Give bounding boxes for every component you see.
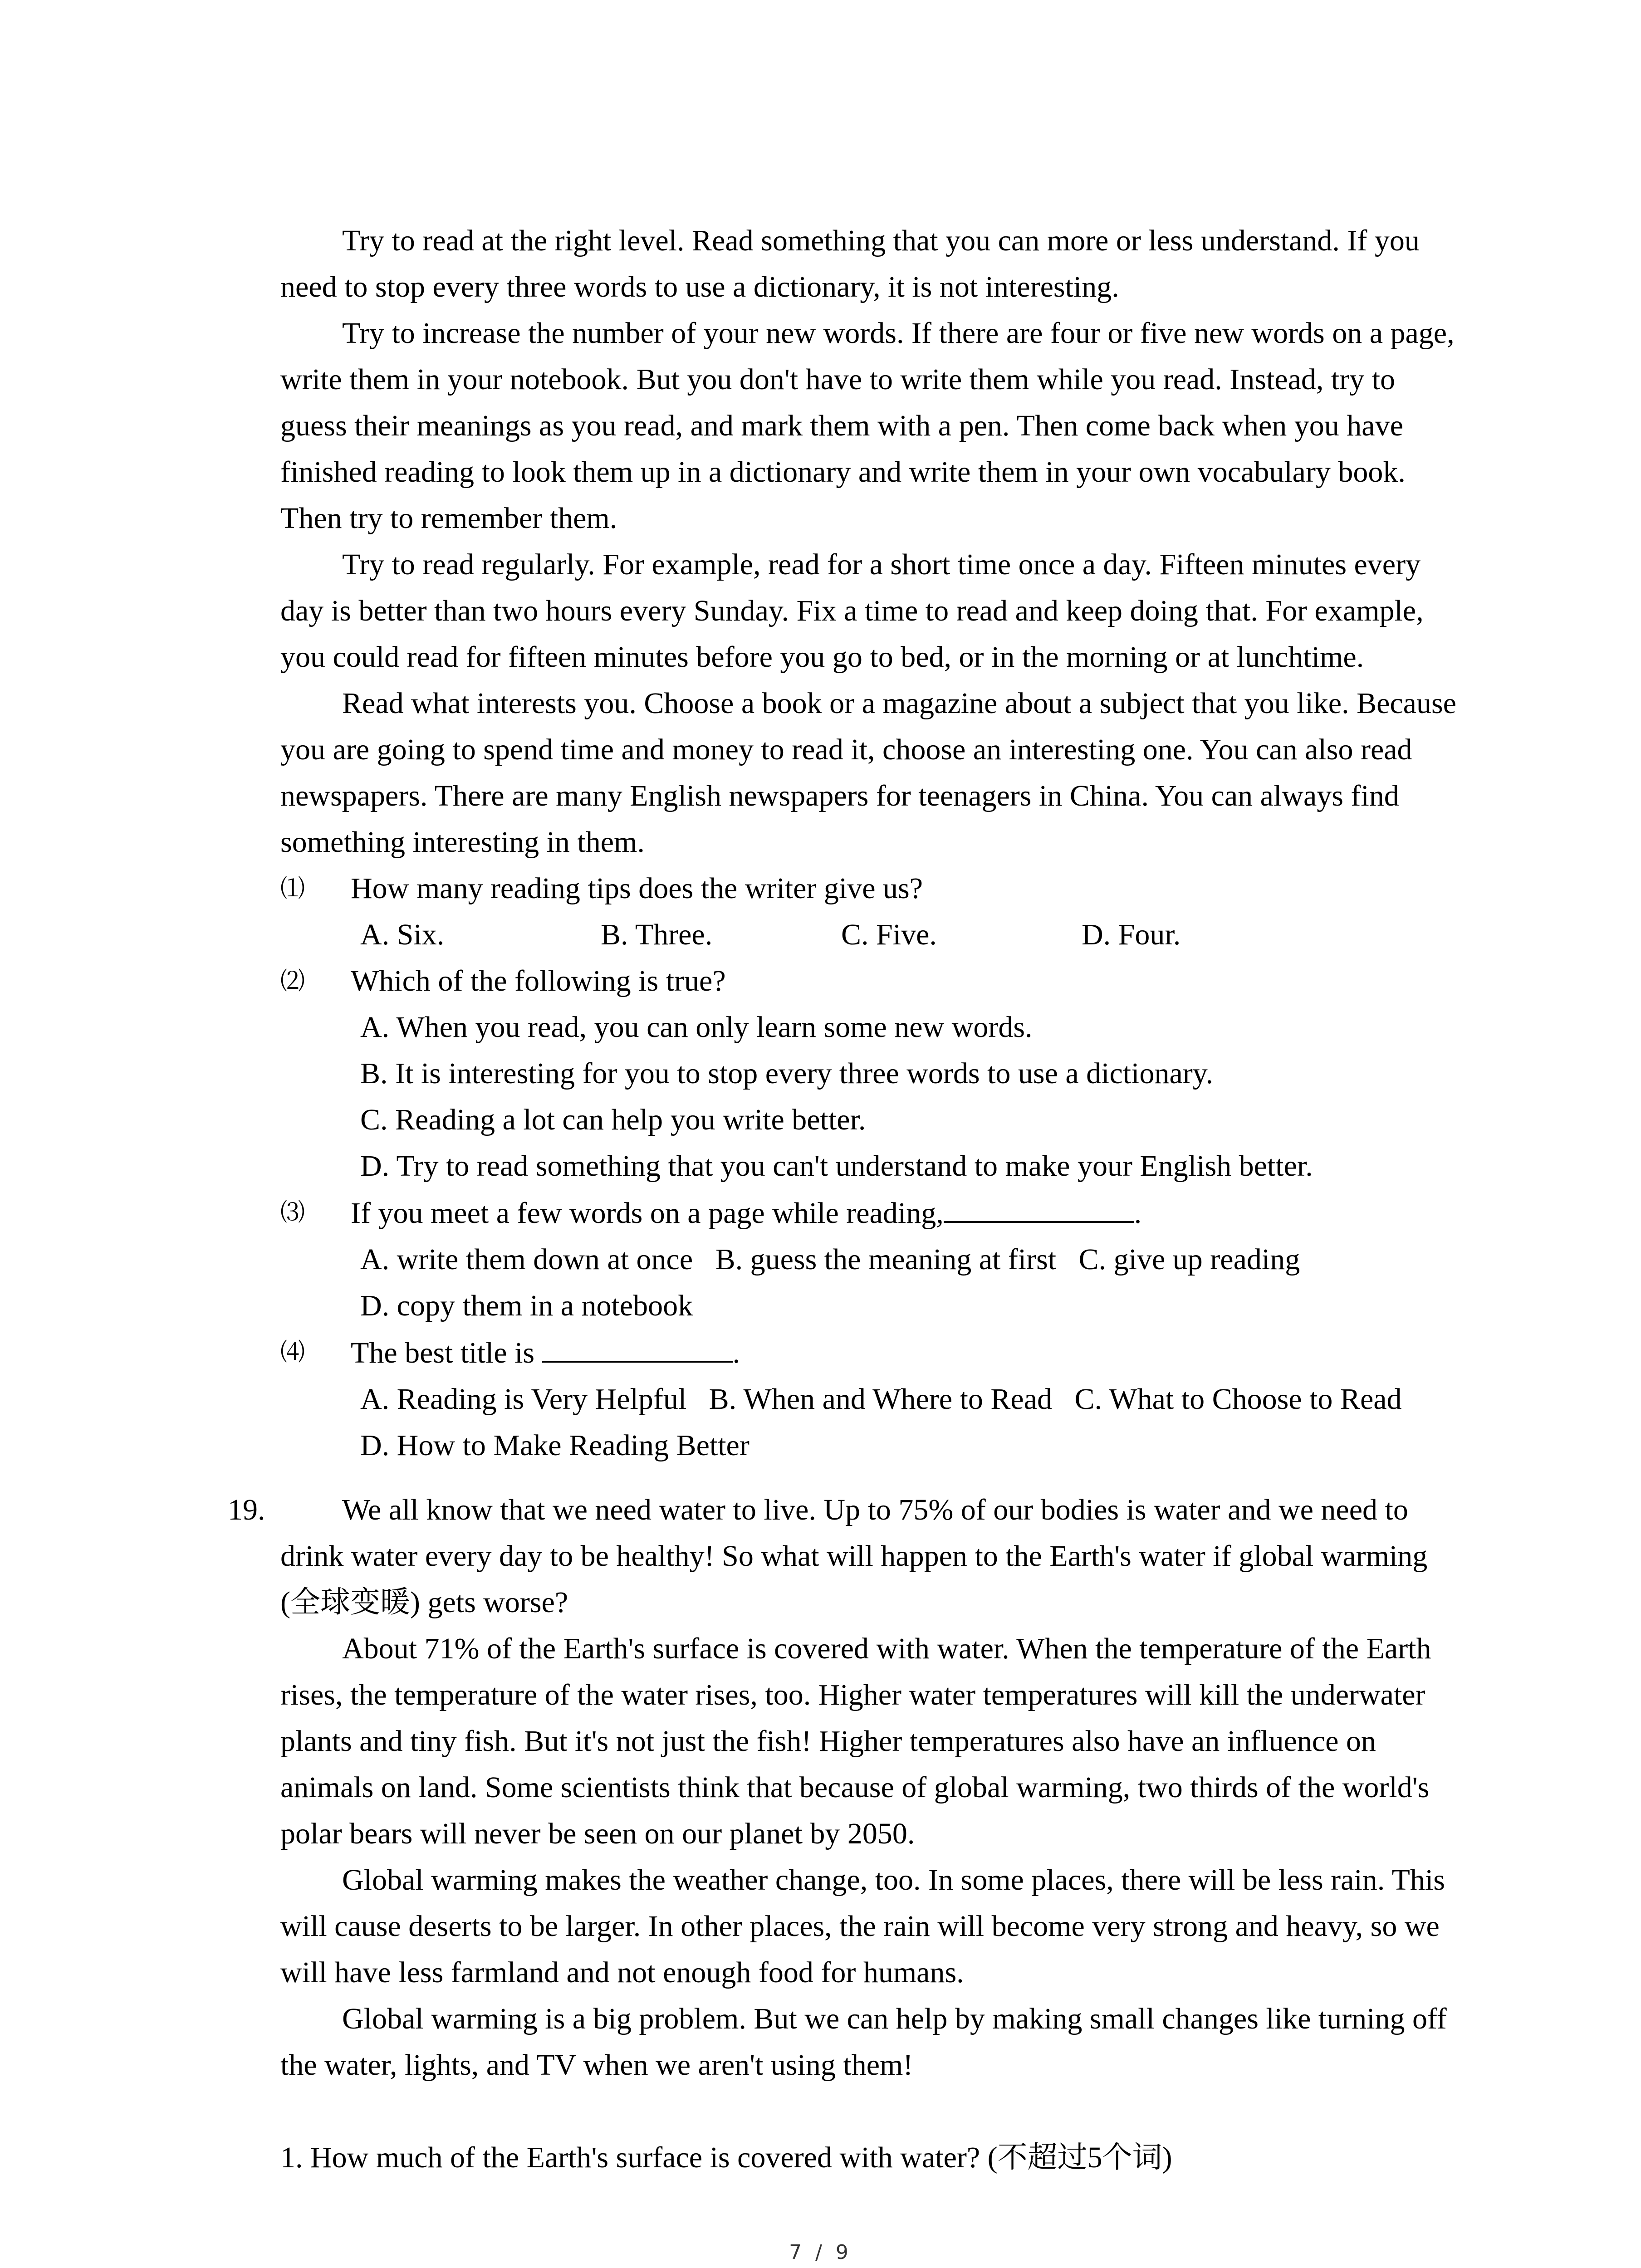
- question-text: How many reading tips does the writer give us?: [351, 872, 923, 905]
- passage-19: [228, 1487, 1460, 2181]
- option-c: C. Five.: [841, 918, 937, 951]
- question-2-options: [280, 1004, 1460, 1189]
- item-number: 19.: [228, 1493, 265, 1526]
- passage-19-paragraph-1: We all know that we need water to live. Up to 75% of our bodies is water and we need to drink water every day to be healthy! So what will happen to the Earth's water if global warming (全球变暖) gets worse?: [280, 1493, 1428, 1619]
- question-2: [280, 958, 1460, 1004]
- answer-blank: [944, 1189, 1134, 1223]
- passage-18-paragraph-1: Try to read at the right level. Read something that you can more or less understand. If you need to stop every three words to use a dictionary, it is not interesting.: [280, 224, 1420, 303]
- page-number: 7 / 9: [789, 2241, 852, 2264]
- option-d: D. Four.: [1082, 918, 1181, 951]
- question-end: .: [732, 1336, 740, 1369]
- spacer: [280, 2088, 1460, 2135]
- option-c: C. Reading a lot can help you write better.: [360, 1103, 866, 1136]
- question-number: ⑶: [280, 1199, 305, 1226]
- option-a: A. Six.: [360, 918, 445, 951]
- option-d: D. How to Make Reading Better: [360, 1429, 749, 1462]
- passage-19-paragraph-2: About 71% of the Earth's surface is covered with water. When the temperature of the Earth rises, the temperature of the water rises, too. Higher water temperatures will kill the underwater plants and tiny fish. But it's not just the fish! Higher temperatures also have an influence on animals on land. Some scientists think that because of global warming, two thirds of the world's polar bears will never be seen on our planet by 2050.: [280, 1632, 1431, 1850]
- question-text: The best title is: [351, 1336, 542, 1369]
- option-a: A. When you read, you can only learn some new words.: [360, 1011, 1033, 1044]
- question-text-wrapper: [351, 1189, 1460, 1237]
- question-3-options: [280, 1237, 1460, 1329]
- passage-19-paragraph-3: Global warming makes the weather change, too. In some places, there will be less rain. This will cause deserts to be larger. In other places, the rain will become very strong and heavy, so we will have less farmland and not enough food for humans.: [280, 1863, 1445, 1989]
- question-3: [280, 1189, 1460, 1237]
- passage-19-question-1: 1. How much of the Earth's surface is covered with water? (不超过5个词): [280, 2141, 1172, 2174]
- question-1-options: [280, 912, 1460, 958]
- passage-19-paragraph-4: Global warming is a big problem. But we can help by making small changes like turning off the water, lights, and TV when we aren't using them!: [280, 2002, 1447, 2082]
- question-number: ⑵: [280, 968, 305, 995]
- option-b: B. It is interesting for you to stop every three words to use a dictionary.: [360, 1057, 1213, 1090]
- question-text-wrapper: [351, 1329, 1460, 1376]
- question-4: [280, 1329, 1460, 1376]
- option-d: D. Try to read something that you can't understand to make your English better.: [360, 1149, 1313, 1183]
- question-end: .: [1134, 1197, 1142, 1230]
- options-abc: A. Reading is Very Helpful B. When and Where to Read C. What to Choose to Read: [360, 1383, 1402, 1416]
- answer-blank: [542, 1329, 733, 1363]
- option-b: B. Three.: [601, 918, 713, 951]
- question-number: ⑴: [280, 875, 305, 902]
- passage-18-paragraph-4: Read what interests you. Choose a book or a magazine about a subject that you like. Because you are going to spend time and money to read it, choose an interesting one. You can also read newspapers. There are many English newspapers for teenagers in China. You can always find something interesting in them.: [280, 687, 1456, 859]
- page-content: [228, 218, 1460, 2181]
- options-abc: A. write them down at once B. guess the meaning at first C. give up reading: [360, 1243, 1300, 1276]
- passage-18-paragraph-2: Try to increase the number of your new words. If there are four or five new words on a page, write them in your notebook. But you don't have to write them while you read. Instead, try to guess their meanings as you read, and mark them with a pen. Then come back when you have finished reading to look them up in a dictionary and write them in your own vocabulary book. Then try to remember them.: [280, 317, 1455, 535]
- question-number: ⑷: [280, 1339, 305, 1366]
- question-4-options: [280, 1376, 1460, 1469]
- option-d: D. copy them in a notebook: [360, 1289, 693, 1322]
- question-text: If you meet a few words on a page while reading,: [351, 1197, 944, 1230]
- question-text: Which of the following is true?: [351, 964, 726, 997]
- question-1: [280, 865, 1460, 912]
- passage-18-paragraph-3: Try to read regularly. For example, read for a short time once a day. Fifteen minutes every day is better than two hours every Sunday. Fix a time to read and keep doing that. For example, you could read for fifteen minutes before you go to bed, or in the morning or at lunchtime.: [280, 548, 1424, 674]
